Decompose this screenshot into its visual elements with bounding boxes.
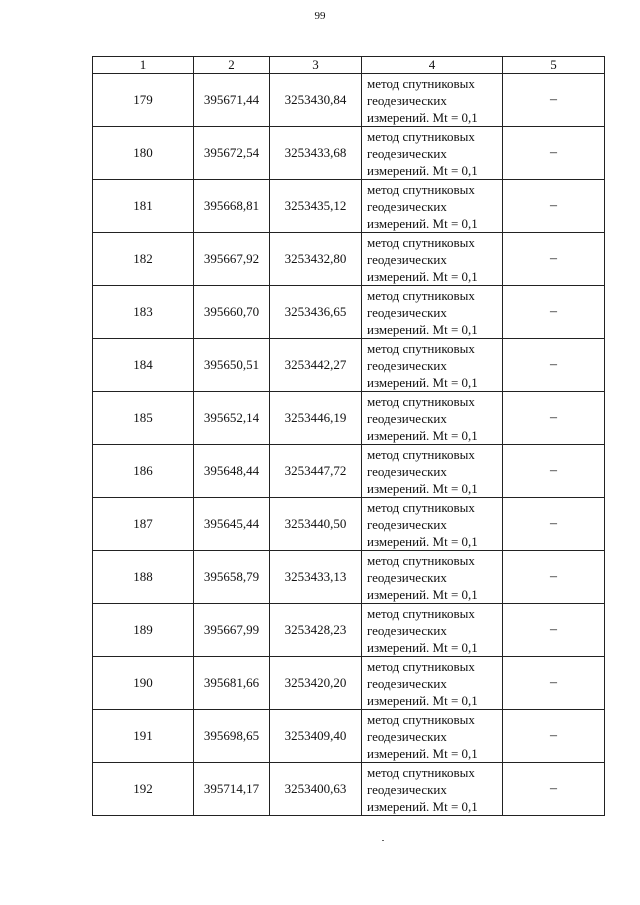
table-row <box>93 657 605 710</box>
method-cell <box>362 445 503 498</box>
column-header-3: 3 <box>270 57 362 74</box>
method-line: измерений. Mt = 0,1 <box>367 268 478 284</box>
table-row <box>93 551 605 604</box>
method-line: измерений. Mt = 0,1 <box>367 321 478 337</box>
method-line: измерений. Mt = 0,1 <box>367 745 478 761</box>
description-cell: – <box>503 392 605 445</box>
method-cell <box>362 498 503 551</box>
x-coordinate-cell: 395672,54 <box>194 127 270 180</box>
method-line: измерений. Mt = 0,1 <box>367 692 478 708</box>
y-coordinate-cell: 3253446,19 <box>270 392 362 445</box>
table-row <box>93 339 605 392</box>
method-line: геодезических <box>367 198 447 214</box>
method-line: измерений. Mt = 0,1 <box>367 109 478 125</box>
x-coordinate-cell: 395650,51 <box>194 339 270 392</box>
method-cell <box>362 339 503 392</box>
description-cell: – <box>503 710 605 763</box>
method-line: метод спутниковых <box>367 499 475 515</box>
description-cell: – <box>503 180 605 233</box>
point-number-cell: 191 <box>93 710 194 763</box>
point-number-cell: 184 <box>93 339 194 392</box>
method-line: измерений. Mt = 0,1 <box>367 533 478 549</box>
y-coordinate-cell: 3253428,23 <box>270 604 362 657</box>
point-number-cell: 185 <box>93 392 194 445</box>
x-coordinate-cell: 395668,81 <box>194 180 270 233</box>
table-row <box>93 74 605 127</box>
table-row <box>93 498 605 551</box>
method-line: геодезических <box>367 516 447 532</box>
y-coordinate-cell: 3253436,65 <box>270 286 362 339</box>
method-line: метод спутниковых <box>367 234 475 250</box>
point-number-cell: 179 <box>93 74 194 127</box>
column-header-5: 5 <box>503 57 605 74</box>
method-line: измерений. Mt = 0,1 <box>367 374 478 390</box>
method-line: геодезических <box>367 304 447 320</box>
point-number-cell: 186 <box>93 445 194 498</box>
method-line: геодезических <box>367 92 447 108</box>
x-coordinate-cell: 395660,70 <box>194 286 270 339</box>
x-coordinate-cell: 395648,44 <box>194 445 270 498</box>
x-coordinate-cell: 395667,99 <box>194 604 270 657</box>
method-cell <box>362 604 503 657</box>
description-cell: – <box>503 657 605 710</box>
y-coordinate-cell: 3253409,40 <box>270 710 362 763</box>
method-line: метод спутниковых <box>367 605 475 621</box>
method-line: метод спутниковых <box>367 552 475 568</box>
method-line: метод спутниковых <box>367 128 475 144</box>
point-number-cell: 182 <box>93 233 194 286</box>
y-coordinate-cell: 3253433,13 <box>270 551 362 604</box>
method-line: измерений. Mt = 0,1 <box>367 639 478 655</box>
x-coordinate-cell: 395652,14 <box>194 392 270 445</box>
column-header-4: 4 <box>362 57 503 74</box>
method-line: геодезических <box>367 251 447 267</box>
table-row <box>93 180 605 233</box>
method-line: геодезических <box>367 410 447 426</box>
x-coordinate-cell: 395667,92 <box>194 233 270 286</box>
table-row <box>93 445 605 498</box>
table-row <box>93 286 605 339</box>
method-line: измерений. Mt = 0,1 <box>367 162 478 178</box>
method-line: геодезических <box>367 622 447 638</box>
method-line: метод спутниковых <box>367 287 475 303</box>
page-number: 99 <box>314 10 326 22</box>
method-cell <box>362 180 503 233</box>
method-cell <box>362 127 503 180</box>
method-cell <box>362 710 503 763</box>
method-line: измерений. Mt = 0,1 <box>367 427 478 443</box>
description-cell: – <box>503 551 605 604</box>
method-line: метод спутниковых <box>367 181 475 197</box>
description-cell: – <box>503 763 605 816</box>
point-number-cell: 189 <box>93 604 194 657</box>
method-line: геодезических <box>367 675 447 691</box>
x-coordinate-cell: 395671,44 <box>194 74 270 127</box>
method-line: метод спутниковых <box>367 340 475 356</box>
method-line: геодезических <box>367 463 447 479</box>
method-line: измерений. Mt = 0,1 <box>367 215 478 231</box>
method-line: метод спутниковых <box>367 393 475 409</box>
method-line: геодезических <box>367 781 447 797</box>
table-row <box>93 710 605 763</box>
method-line: метод спутниковых <box>367 446 475 462</box>
x-coordinate-cell: 395714,17 <box>194 763 270 816</box>
table-row <box>93 763 605 816</box>
description-cell: – <box>503 339 605 392</box>
method-line: метод спутниковых <box>367 658 475 674</box>
method-line: измерений. Mt = 0,1 <box>367 586 478 602</box>
point-number-cell: 181 <box>93 180 194 233</box>
table-row <box>93 127 605 180</box>
description-cell: – <box>503 233 605 286</box>
method-line: метод спутниковых <box>367 764 475 780</box>
table-row <box>93 233 605 286</box>
x-coordinate-cell: 395698,65 <box>194 710 270 763</box>
table-row <box>93 604 605 657</box>
y-coordinate-cell: 3253432,80 <box>270 233 362 286</box>
column-header-1: 1 <box>93 57 194 74</box>
y-coordinate-cell: 3253420,20 <box>270 657 362 710</box>
point-number-cell: 187 <box>93 498 194 551</box>
point-number-cell: 190 <box>93 657 194 710</box>
method-cell <box>362 233 503 286</box>
method-line: метод спутниковых <box>367 75 475 91</box>
y-coordinate-cell: 3253447,72 <box>270 445 362 498</box>
y-coordinate-cell: 3253430,84 <box>270 74 362 127</box>
y-coordinate-cell: 3253440,50 <box>270 498 362 551</box>
description-cell: – <box>503 74 605 127</box>
point-number-cell: 180 <box>93 127 194 180</box>
y-coordinate-cell: 3253435,12 <box>270 180 362 233</box>
method-line: геодезических <box>367 728 447 744</box>
point-number-cell: 192 <box>93 763 194 816</box>
method-cell <box>362 763 503 816</box>
table-header-row <box>93 57 605 74</box>
method-cell <box>362 286 503 339</box>
method-line: геодезических <box>367 145 447 161</box>
x-coordinate-cell: 395658,79 <box>194 551 270 604</box>
method-line: измерений. Mt = 0,1 <box>367 798 478 814</box>
description-cell: – <box>503 127 605 180</box>
description-cell: – <box>503 604 605 657</box>
description-cell: – <box>503 498 605 551</box>
x-coordinate-cell: 395645,44 <box>194 498 270 551</box>
x-coordinate-cell: 395681,66 <box>194 657 270 710</box>
table-row <box>93 392 605 445</box>
y-coordinate-cell: 3253433,68 <box>270 127 362 180</box>
description-cell: – <box>503 286 605 339</box>
coordinates-table <box>92 56 605 816</box>
method-line: метод спутниковых <box>367 711 475 727</box>
method-cell <box>362 551 503 604</box>
method-cell <box>362 392 503 445</box>
method-cell <box>362 74 503 127</box>
method-line: измерений. Mt = 0,1 <box>367 480 478 496</box>
stray-mark <box>382 840 384 841</box>
method-line: геодезических <box>367 569 447 585</box>
column-header-2: 2 <box>194 57 270 74</box>
method-cell <box>362 657 503 710</box>
y-coordinate-cell: 3253442,27 <box>270 339 362 392</box>
method-line: геодезических <box>367 357 447 373</box>
description-cell: – <box>503 445 605 498</box>
point-number-cell: 183 <box>93 286 194 339</box>
y-coordinate-cell: 3253400,63 <box>270 763 362 816</box>
point-number-cell: 188 <box>93 551 194 604</box>
